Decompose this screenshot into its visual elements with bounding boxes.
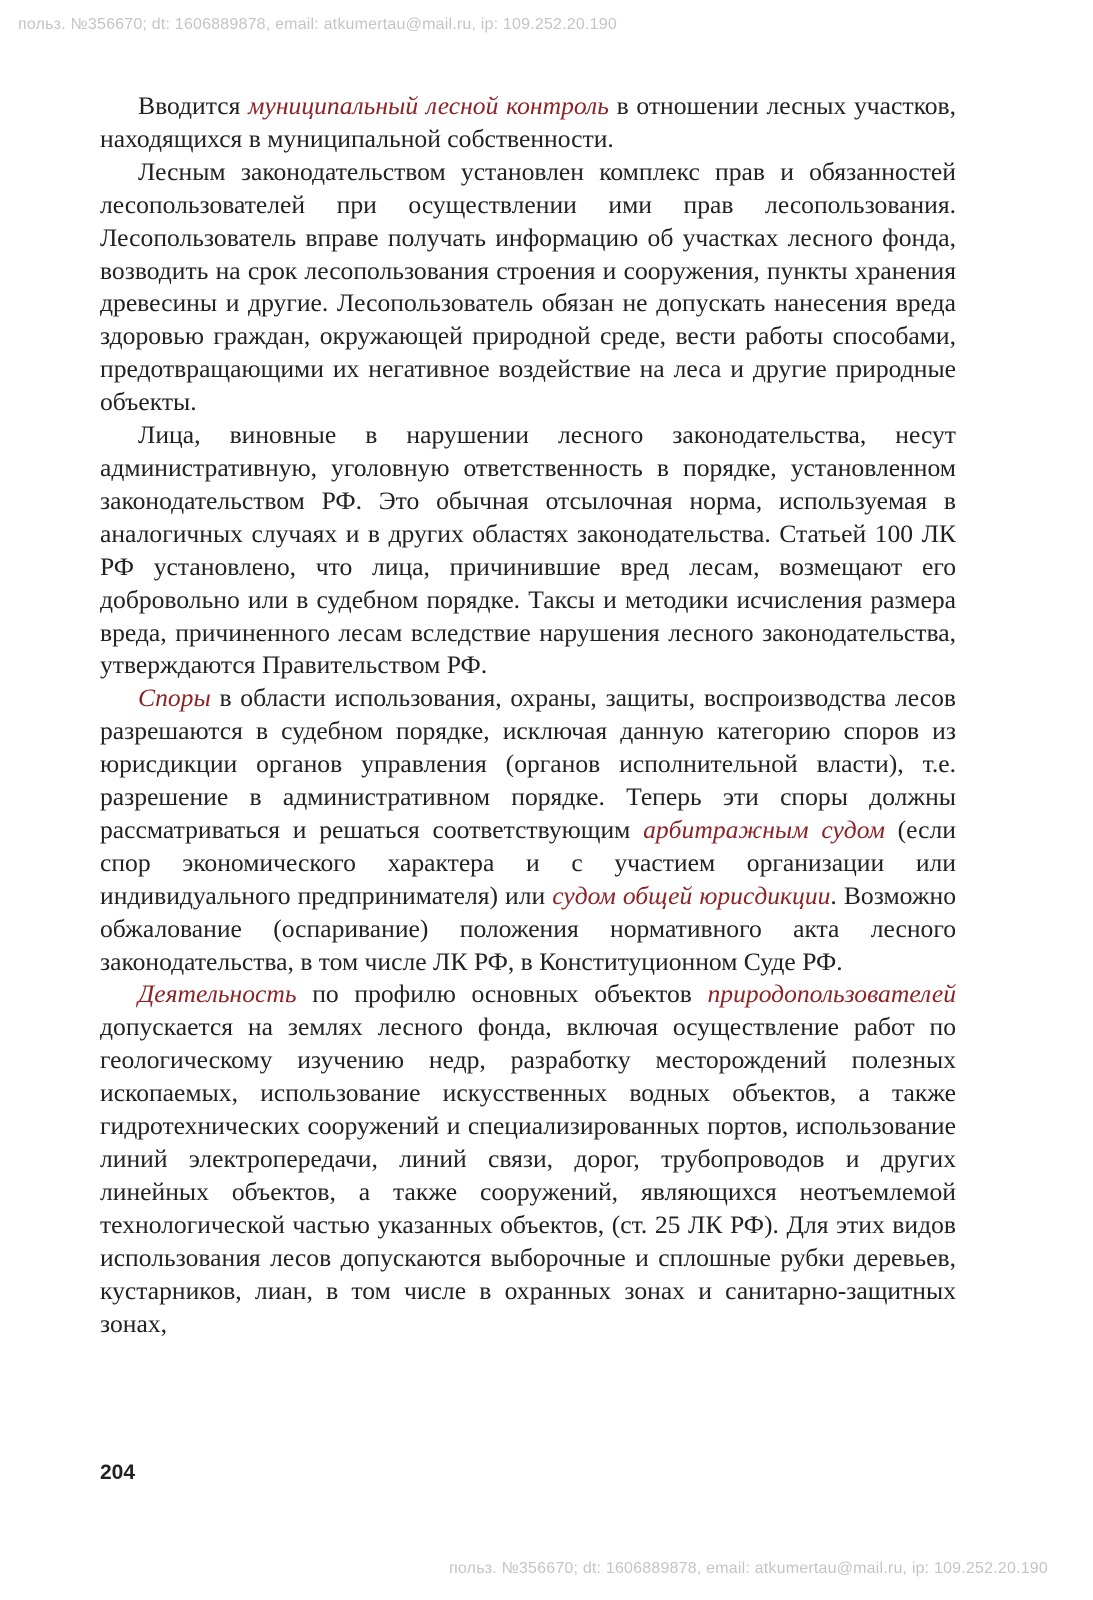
text-run: в области использования, охраны, защиты, воспроизводства лесов разрешаются в судебном порядке, исключая данную категорию споров из юрисдикции органов управления (органов исполнительной власти), т.е. разрешение в административном порядке. Теперь эти споры должны рассматриваться и решаться соответствующим xyxy=(100,683,956,844)
text-run: по профилю основных объектов xyxy=(296,979,708,1009)
emphasis-term: арбитражным судом xyxy=(643,814,885,844)
emphasis-term: природопользователей xyxy=(707,979,956,1009)
emphasis-term: муниципальный лесной контроль xyxy=(248,91,609,120)
emphasis-term: Споры xyxy=(138,683,211,713)
paragraph xyxy=(100,156,956,419)
page-number: 204 xyxy=(100,1461,136,1484)
text-run: в отношении лесных участков, находящихся в муниципальной собственности. xyxy=(100,91,956,153)
watermark-bottom: польз. №356670; dt: 1606889878, email: atkumertau@mail.ru, ip: 109.252.20.190 xyxy=(449,1560,1048,1577)
text-run: допускается на землях лесного фонда, включая осуществление работ по геологическому изучению недр, разработку месторождений полезных ископаемых, использование искусственных водных объектов, а также гидротехнических сооружений и специализированных портов, использование линий электропередачи, линий связи, дорог, трубопроводов и других линейных объектов, а также сооружений, являющихся неотъемлемой технологической частью указанных объектов, (ст. 25 ЛК РФ). Для этих видов использования лесов допускаются выборочные и сплошные рубки деревьев, кустарников, лиан, в том числе в охранных зонах и санитарно-защитных зонах, xyxy=(100,1012,956,1338)
text-run: . Возможно обжалование (оспаривание) положения нормативного акта лесного законодательства, в том числе ЛК РФ, в Конституционном Суде РФ. xyxy=(100,880,956,976)
page-body xyxy=(100,90,956,1340)
paragraph xyxy=(100,978,956,1340)
text-run: Лесным законодательством установлен комплекс прав и обязанностей лесопользователей при осуществлении ими прав лесопользования. Лесопользователь вправе получать информацию об участках лесного фонда, возводить на срок лесопользования строения и сооружения, пункты хранения древесины и другие. Лесопользователь обязан не допускать нанесения вреда здоровью граждан, окружающей природной среде, вести работы способами, предотвращающими их негативное воздействие на леса и другие природные объекты. xyxy=(100,156,956,417)
emphasis-term: судом общей юрисдикции xyxy=(552,880,831,910)
paragraph xyxy=(100,682,956,978)
paragraph xyxy=(100,90,956,156)
text-run: (если спор экономического характера и с участием организации или индивидуального предпринимателя) или xyxy=(100,814,956,910)
text-run: Вводится xyxy=(138,91,249,120)
watermark-top: польз. №356670; dt: 1606889878, email: atkumertau@mail.ru, ip: 109.252.20.190 xyxy=(18,16,617,33)
text-run: Лица, виновные в нарушении лесного законодательства, несут административную, уголовную ответственность в порядке, установленном законодательством РФ. Это обычная отсылочная норма, используемая в аналогичных случаях и в других областях законодательства. Статьей 100 ЛК РФ установлено, что лица, причинившие вред лесам, возмещают его добровольно или в судебном порядке. Таксы и методики исчисления размера вреда, причиненного лесам вследствие нарушения лесного законодательства, утверждаются Правительством РФ. xyxy=(100,420,956,680)
paragraph xyxy=(100,419,956,682)
emphasis-term: Деятельность xyxy=(138,979,297,1009)
